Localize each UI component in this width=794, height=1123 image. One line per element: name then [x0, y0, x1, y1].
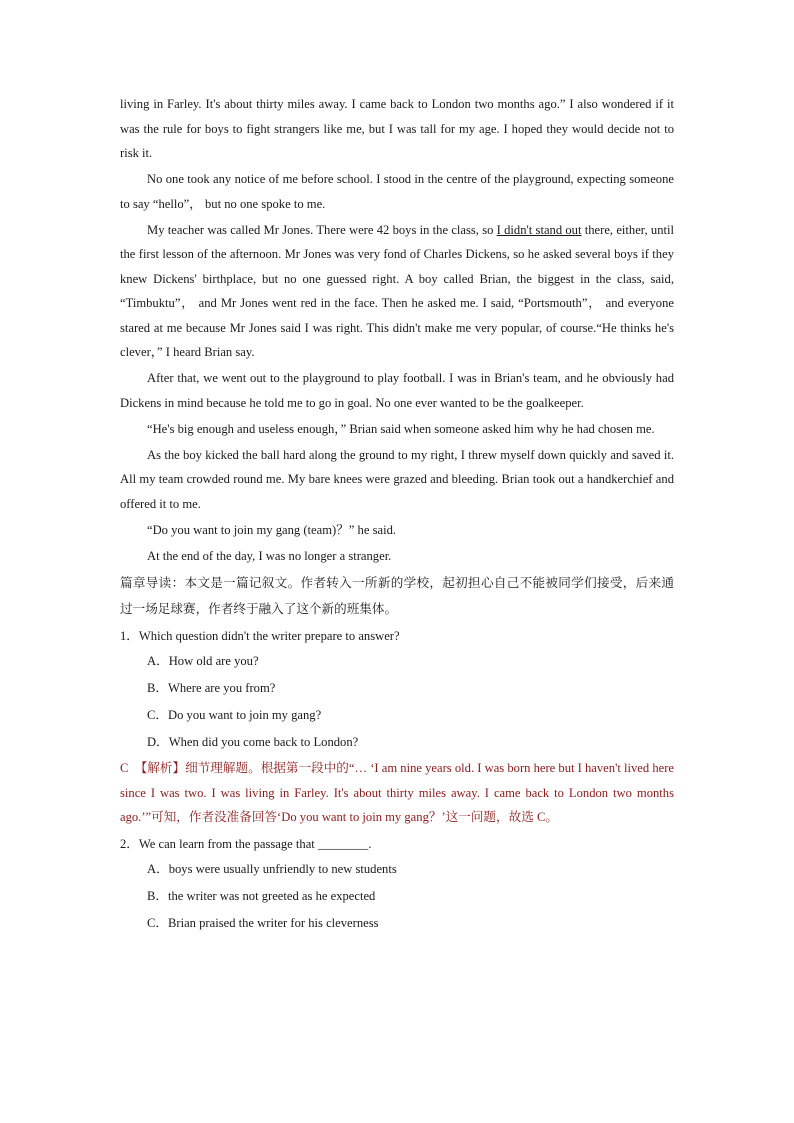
question-2-option-b: B．the writer was not greeted as he expected — [147, 889, 376, 903]
passage-paragraph-3 — [120, 218, 674, 365]
question-2-option-a: A．boys were usually unfriendly to new students — [147, 862, 397, 876]
passage-paragraph-7: “Do you want to join my gang (team)？” he said. — [147, 522, 397, 537]
question-1-option-c: C．Do you want to join my gang? — [147, 708, 322, 722]
question-1-option-a: A．How old are you? — [147, 654, 259, 668]
passage-paragraph-4: After that, we went out to the playground to play football. I was in Brian's team, and he obviously had Dickens in mind because he told me to go in goal. No one ever wanted to be the goalkeeper. — [120, 371, 674, 410]
passage-paragraph-5: “He's big enough and useless enough，” Brian said when someone asked him why he had chosen me. — [147, 421, 655, 436]
underlined-phrase: I didn't stand out — [496, 222, 582, 237]
passage-paragraph-6: As the boy kicked the ball hard along the ground to my right, I threw myself down quickly and saved it. All my team crowded round me. My bare knees were grazed and bleeding. Brian took out a handkerchief and offered it to me. — [120, 447, 674, 511]
question-1-stem: 1．Which question didn't the writer prepare to answer? — [120, 628, 400, 643]
passage-paragraph-8: At the end of the day, I was no longer a stranger. — [147, 548, 392, 563]
question-1-option-d: D．When did you come back to London? — [147, 735, 359, 749]
paragraph-3-start: My teacher was called Mr Jones. There were 42 boys in the class, so — [147, 222, 497, 237]
question-2-stem: 2．We can learn from the passage that ________. — [120, 836, 372, 851]
passage-paragraph-2: No one took any notice of me before school. I stood in the centre of the playground, expecting someone to say “hello”， but no one spoke to me. — [120, 172, 674, 211]
document-page — [120, 92, 674, 937]
passage-paragraph-1: living in Farley. It's about thirty miles away. I came back to London two months ago.” I also wondered if it was the rule for boys to fight strangers like me, but I was tall for my age. I hoped they would decide not to risk it. — [120, 97, 674, 160]
chapter-guide: 篇章导读：本文是一篇记叙文。作者转入一所新的学校，起初担心自己不能被同学们接受，后来通过一场足球赛，作者终于融入了这个新的班集体。 — [120, 574, 674, 616]
question-1-answer-explanation: C 【解析】细节理解题。根据第一段中的“… ‘I am nine years old. I was born here but I haven't lived here since I was two. I was living in Farley. It's about thirty miles away. I came back to London two months ago.’”可知，作者没准备回答‘Do you want to join my gang？’这一问题，故选 C。 — [120, 761, 674, 824]
question-1-option-b: B．Where are you from? — [147, 681, 276, 695]
paragraph-3-rest: there, either, until the first lesson of the afternoon. Mr Jones was very fond of Charles Dickens, so he asked several boys if they knew Dickens' birthplace, but no one guessed right. A boy called Brian, the biggest in the class, said, “Timbuktu”， and Mr Jones went red in the face. Then he asked me. I said, “Portsmouth”， and everyone stared at me because Mr Jones said I was right. This didn't make me very popular, of course.“He thinks he's clever，” I heard Brian say. — [120, 222, 674, 359]
question-2-option-c: C．Brian praised the writer for his cleverness — [147, 916, 379, 930]
